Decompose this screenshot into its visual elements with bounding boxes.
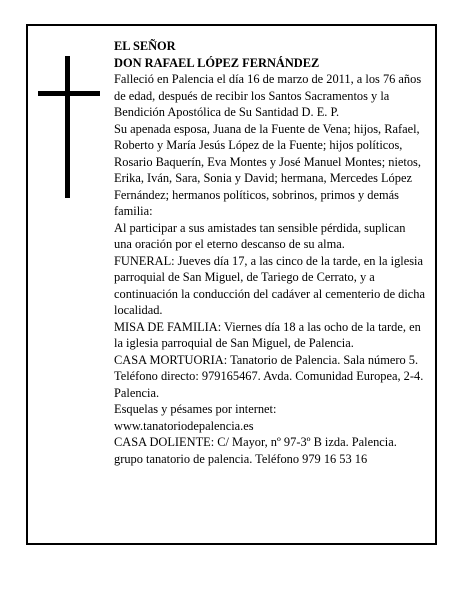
mourning-house-paragraph: CASA DOLIENTE: C/ Mayor, nº 97-3º B izda. Palencia. bbox=[114, 435, 397, 449]
family-paragraph: Su apenada esposa, Juana de la Fuente de Vena; hijos, Rafael, Roberto y María Jesús López de la Fuente; hijos políticos, Rosario Baquerín, Eva Montes y José Manuel Montes; nietos, Erika, Iván, Sara, Sonia y David; hermana, Mercedes López Fernández; hermanos políticos, sobrinos, primos y demás familia: bbox=[114, 121, 421, 218]
deceased-name: DON RAFAEL LÓPEZ FERNÁNDEZ bbox=[114, 55, 320, 70]
cross-horizontal-bar bbox=[38, 91, 100, 96]
cross-vertical-bar bbox=[65, 56, 70, 198]
family-mass-paragraph: MISA DE FAMILIA: Viernes día 18 a las ocho de la tarde, en la iglesia parroquial de San Miguel, de Palencia. bbox=[114, 319, 421, 350]
death-paragraph: Falleció en Palencia el día 16 de marzo de 2011, a los 76 años de edad, después de recibir los Santos Sacramentos y la Bendición Apostólica de Su Santidad D. E. P. bbox=[114, 72, 422, 119]
heading-title: EL SEÑOR bbox=[114, 39, 176, 53]
obituary-text bbox=[114, 38, 426, 467]
footer-contact: grupo tanatorio de palencia. Teléfono 979 16 53 16 bbox=[114, 451, 368, 466]
funeral-paragraph: FUNERAL: Jueves día 17, a las cinco de la tarde, en la iglesia parroquial de San Miguel, de Tariego de Cerrato, y a continuación la conducción del cadáver al cementerio de dicha localidad. bbox=[114, 253, 425, 317]
internet-label: Esquelas y pésames por internet: bbox=[114, 402, 277, 416]
mortuary-paragraph: CASA MORTUORIA: Tanatorio de Palencia. Sala número 5. Teléfono directo: 979165467. Avda. Comunidad Europea, 2-4. Palencia. bbox=[114, 352, 424, 400]
request-paragraph: Al participar a sus amistades tan sensible pérdida, suplican una oración por el eterno descanso de su alma. bbox=[114, 220, 406, 251]
cross-icon bbox=[38, 56, 100, 198]
internet-url: www.tanatoriodepalencia.es bbox=[114, 418, 254, 433]
